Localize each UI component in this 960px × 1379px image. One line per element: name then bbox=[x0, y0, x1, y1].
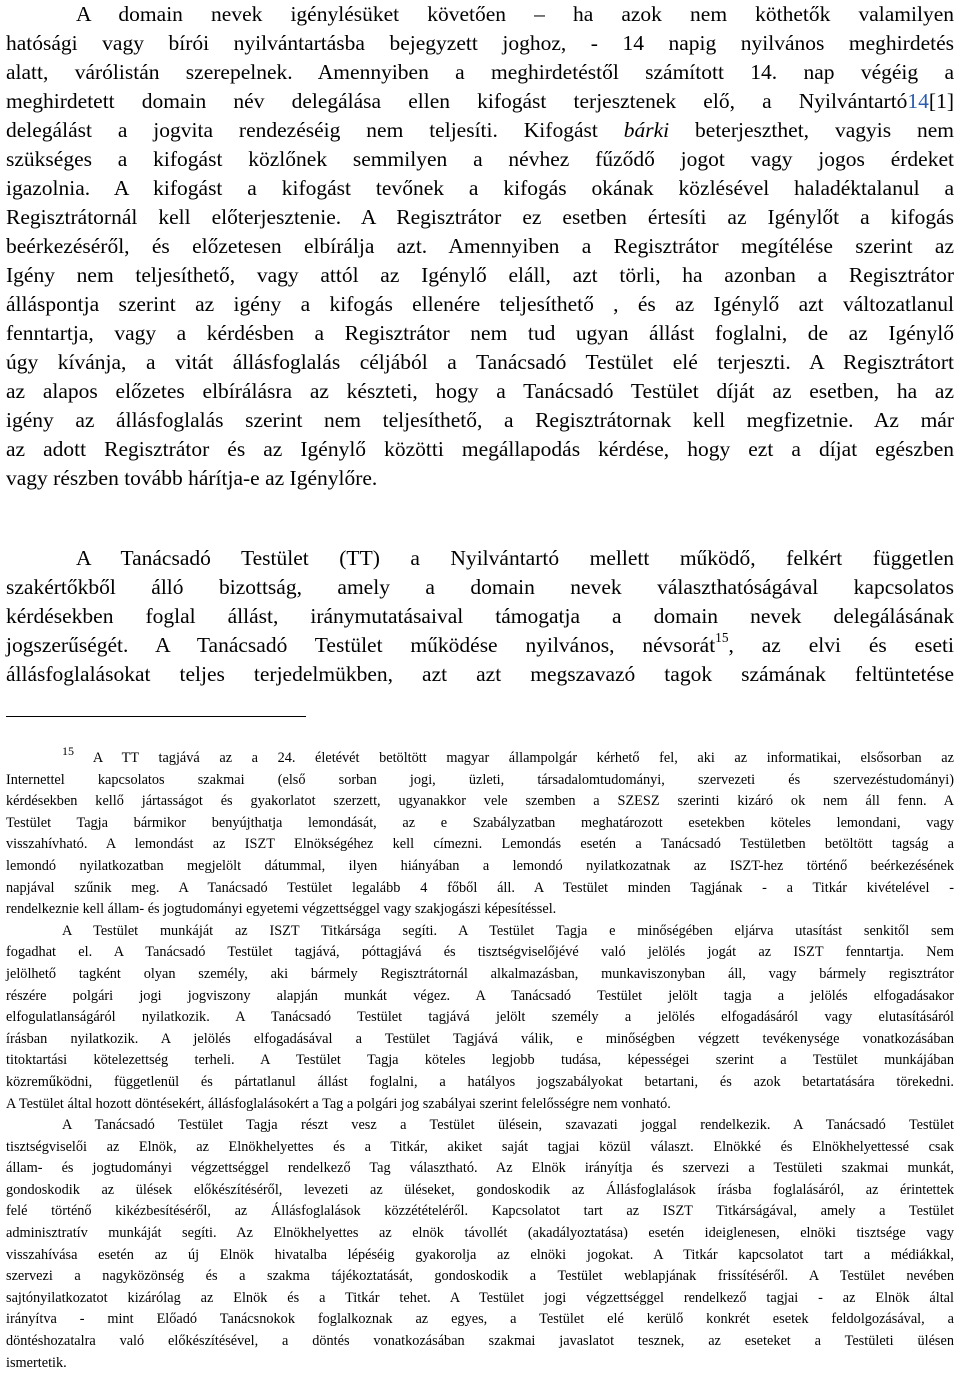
text-line: kérdésekben foglal állást, iránymutatásaival támogatja a domain nevek delegálásának bbox=[6, 604, 954, 628]
text-line: visszahívása esetén az új Elnök hivatalba lépéséig gyakorolja az elnöki jogokat. A Titkár kapcsolatot tart a médiákkal, bbox=[6, 1246, 954, 1263]
text-line: szakértőkből álló bizottság, amely a domain nevek választhatóságával kapcsolatos bbox=[6, 575, 954, 599]
text-line: A Tanácsadó Testület (TT) a Nyilvántartó mellett működő, felkért független bbox=[76, 546, 954, 570]
text-line bbox=[6, 744, 954, 770]
text-line: visszahívható. A lemondást az ISZT Elnökségéhez kell címezni. Lemondás esetén a Tanácsadó Testületben betöltött tagság a bbox=[6, 836, 954, 853]
reference-marker: [1] bbox=[928, 89, 954, 113]
text-line: sajtónyilatkozatot kizárólag az Elnök és a Titkár tehet. A Testület jogi végzettséggel rendelkező tagjai - az Elnök által bbox=[6, 1289, 954, 1306]
paragraph-domain-objection bbox=[6, 0, 954, 493]
text-line: az alapos előzetes elbírálásra az készteti, hogy a Tanácsadó Testület díját az esetben, ha az bbox=[6, 379, 954, 403]
text-line bbox=[6, 87, 954, 116]
text-line: irányítva - mint Előadó Tanácsnokok foglalkoznak az egyes, a Testület elé kerülő konkrét esetek feldolgozásával, a bbox=[6, 1311, 954, 1328]
text-segment: , az elvi és eseti bbox=[728, 633, 954, 657]
text-line: állásfoglalásokat teljes terjedelmükben, azt azt megszavazó tagok számának feltüntetése bbox=[6, 662, 954, 686]
footnote-reference[interactable]: 15 bbox=[715, 629, 729, 645]
text-segment: jogszerűségét. A Tanácsadó Testület működése nyilvános, névsorát bbox=[6, 633, 716, 657]
footnote-number: 15 bbox=[62, 744, 74, 758]
text-segment: beterjeszthet, vagyis nem bbox=[669, 118, 954, 142]
text-line: A Testület által hozott döntésekért, állásfoglalásokért a Tag a polgári jog szabályai szerint felelősségre nem vonható. bbox=[6, 1095, 671, 1112]
text-line: szervezi a nagyközönség és a szakma tájékoztatását, gondoskodik a Testület weblapjának frissítéséről. A Testület nevében bbox=[6, 1268, 954, 1285]
text-line: részére polgári jogi jogviszony alapján munkát végez. A Tanácsadó Testület jelölt tagja a jelölés elfogadásakor bbox=[6, 987, 954, 1004]
text-line: Internettel kapcsolatos szakmai (első sorban jogi, üzleti, társadalomtudományi, szervezeti és szervezéstudományi) bbox=[6, 771, 954, 788]
text-line: elfogulatlanságáról nyilatkozik. A Tanácsadó Testület tagjává jelölt személy a jelölés elfogadásáról vagy elutasításáról bbox=[6, 1009, 954, 1026]
text-line: alatt, várólistán szerepelnek. Amennyiben a meghirdetéstől számított 14. nap végéig a bbox=[6, 60, 954, 84]
text-segment: delegálást a jogvita rendezéséig nem teljesíti. Kifogást bbox=[6, 118, 598, 142]
emphasis-text: bárki bbox=[623, 118, 670, 142]
text-line: beérkezéséről, és előzetesen elbírálja azt. Amennyiben a Regisztrátor megítélése szerint az bbox=[6, 234, 954, 258]
text-segment: A TT tagjává az a 24. életévét betöltött magyar állampolgár kérhető fel, aki az informatikai, elsősorban az bbox=[92, 750, 954, 766]
text-line: igazolnia. A kifogást a kifogást tevőnek a kifogás okának közlésével haladéktalanul a bbox=[6, 176, 954, 200]
footnote-15 bbox=[6, 744, 954, 1374]
text-line: hatósági vagy bírói nyilvántartásba bejegyzett joghoz, - 14 napig nyilvános meghirdetés bbox=[6, 31, 954, 55]
text-line: jelölhető tagként olyan személy, aki bármely Regisztrátornál alkalmazásban, munkaviszonyban áll, vagy bármely regisztrátor bbox=[6, 965, 954, 982]
text-line bbox=[6, 116, 954, 145]
text-line: állam- és jogtudományi végzettséggel rendelkező Tag választható. Az Elnök irányítja és szervezi a Testületi szakmai munkát, bbox=[6, 1160, 954, 1177]
text-line: felé történő kikézbesítéséről, az Állásfoglalások közzétételéről. Kapcsolatot tart az ISZT Titkárságával, amely a Testület bbox=[6, 1203, 954, 1220]
text-line: szükséges a kifogást közlőnek semmilyen a névhez fűződő jogot vagy jogos érdeket bbox=[6, 147, 954, 171]
text-line: A Tanácsadó Testület Tagja részt vesz a Testület ülésein, szavazati joggal rendelkezik. A Tanácsadó Testület bbox=[62, 1117, 954, 1134]
text-line: ismertetik. bbox=[6, 1354, 67, 1371]
text-line: gondoskodik az ülések előkészítéséről, levezeti az üléseket, gondoskodik az Állásfoglalások írásba foglalásáról, az érintettek bbox=[6, 1181, 954, 1198]
text-line: A Testület munkáját az ISZT Titkársága segíti. A Testület Tagja e minőségében eljárva utasítást senkitől sem bbox=[62, 922, 954, 939]
text-line: az adott Regisztrátor és az Igénylő közötti megállapodás kérdése, hogy ezt a díjat egészben bbox=[6, 437, 954, 461]
text-line: fogadhat el. A Tanácsadó Testület tagjává, póttagjává és tisztségviselőjévé való jelölés jogát az ISZT fenntartja. Nem bbox=[6, 944, 954, 961]
text-segment: meghirdetett domain név delegálása ellen kifogást terjesztenek elő, a Nyilvántartó bbox=[6, 89, 908, 113]
footnote-separator bbox=[6, 716, 306, 717]
text-line: közreműködni, függetlenül és pártatlanul állást foglalni, a hatályos jogszabályokat betartani, és azok betartatására törekedni. bbox=[6, 1073, 954, 1090]
text-line: Testület Tagja bármikor benyújthatja lemondását, az e Szabályzatban meghatározott esetekben köteles lemondani, vagy bbox=[6, 814, 954, 831]
text-line: lemondó nyilatkozatban megjelölt dátummal, ilyen hiányában a lemondó nyilatkozatnak az ISZT-hez történő beérkezésének bbox=[6, 857, 954, 874]
paragraph-advisory-board bbox=[6, 544, 954, 689]
text-line: Regisztrátornál kell előterjesztenie. A Regisztrátor ez esetben értesíti az Igénylőt a kifogás bbox=[6, 205, 954, 229]
text-line: A domain nevek igénylésüket követően – ha azok nem köthetők valamilyen bbox=[76, 2, 954, 26]
text-line: úgy kívánja, a vitát állásfoglalás céljából a Tanácsadó Testület elé terjeszti. A Regisztrátort bbox=[6, 350, 954, 374]
text-line: Igény nem teljesíthető, vagy attól az Igénylő eláll, azt törli, ha azonban a Regisztrátor bbox=[6, 263, 954, 287]
text-line: titoktartási kötelezettség terheli. A Testület Tagja köteles legjobb tudása, képességei szerint a Testület munkájában bbox=[6, 1052, 954, 1069]
text-line: rendelkeznie kell állam- és jogtudományi egyetemi végzettséggel vagy szakjogászi képesítéssel. bbox=[6, 901, 557, 918]
text-line: napjával szűnik meg. A Tanácsadó Testület legalább 4 főből áll. A Testület minden Tagjának - a Titkár kivételével - bbox=[6, 879, 954, 896]
reference-link[interactable]: 14 bbox=[907, 89, 929, 113]
text-line: fenntartja, vagy a kérdésben a Regisztrátor nem tud ugyan állást foglalni, de az Igénylő bbox=[6, 321, 954, 345]
text-line: írásban nyilatkozik. A jelölés elfogadásával a Testület Tagjává válik, e minőségben végzett tevékenysége vonatkozásában bbox=[6, 1030, 954, 1047]
text-line: vagy részben tovább hárítja-e az Igénylőre. bbox=[6, 466, 378, 490]
text-line bbox=[6, 631, 954, 660]
text-line: igény az állásfoglalás szerint nem teljesíthető, a Regisztrátornak kell megfizetnie. Az már bbox=[6, 408, 954, 432]
text-line: döntéshozatalra való előkészítésével, a döntés vonatkozásában szakmai javaslatot tesznek, az eseteket a Testületi ülésen bbox=[6, 1333, 954, 1350]
text-line: adminisztratív munkáját segíti. Az Elnökhelyettes az elnök távollét (akadályoztatása) esetén ideiglenesen, elnöki tisztsége vagy bbox=[6, 1225, 954, 1242]
text-line: tisztségviselői az Elnök, az Elnökhelyettes és a Titkár, akiket saját tagjai közül választ. Elnökké és Elnökhelyettessé csak bbox=[6, 1138, 954, 1155]
text-line: álláspontja szerint az igény a kifogás ellenére teljesíthető , és az Igénylő azt változatlanul bbox=[6, 292, 954, 316]
text-line: kérdésekben kellő jártasságot és gyakorlatot szerzett, ugyanakkor vele szemben a SZESZ szerinti kizáró ok nem áll fenn. A bbox=[6, 793, 954, 810]
